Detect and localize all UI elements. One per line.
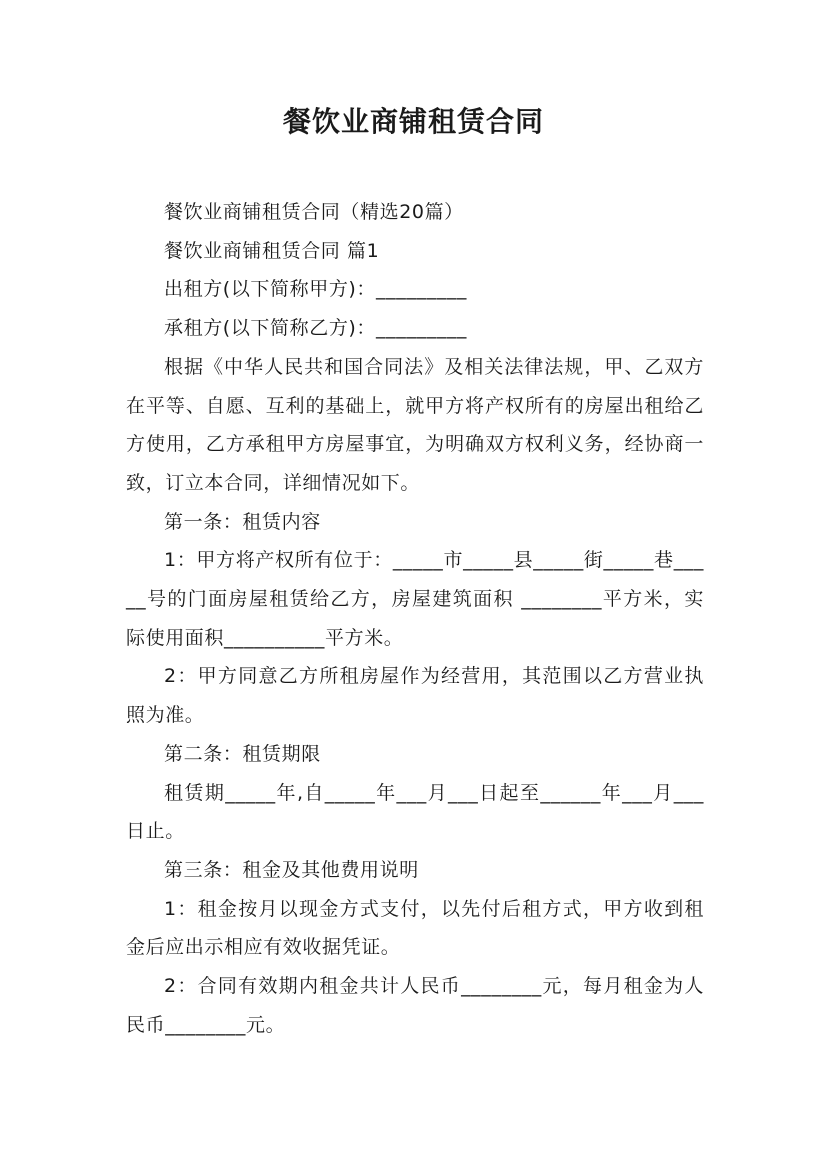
paragraph-lessor: 出租方(以下简称甲方)：_________ xyxy=(164,278,467,301)
paragraph-article-2-term: 租赁期_____年,自_____年___月___日起至______年___月___日止。 xyxy=(126,781,704,843)
paragraph-article-3-item-1: 1：租金按月以现金方式支付，以先付后租方式，甲方收到租金后应出示相应有效收据凭证。 xyxy=(126,897,704,959)
paragraph-article-1-item-2: 2：甲方同意乙方所租房屋作为经营用，其范围以乙方营业执照为准。 xyxy=(126,665,704,727)
document-body xyxy=(126,193,704,1044)
document-title: 餐饮业商铺租赁合同 xyxy=(282,105,544,138)
paragraph-article-3-item-2: 2：合同有效期内租金共计人民币________元，每月租金为人民币________元。 xyxy=(126,975,704,1036)
paragraph-article-1-item-1: 1：甲方将产权所有位于：_____市_____县_____街_____巷_____号的门面房屋租赁给乙方，房屋建筑面积 ________平方米，实际使用面积__________平方米。 xyxy=(126,549,704,649)
paragraph-lessee: 承租方(以下简称乙方)：_________ xyxy=(164,317,467,340)
paragraph-preamble: 根据《中华人民共和国合同法》及相关法律法规，甲、乙双方在平等、自愿、互利的基础上，就甲方将产权所有的房屋出租给乙方使用，乙方承租甲方房屋事宜，为明确双方权利义务，经协商一致，订立本合同，详细情况如下。 xyxy=(126,355,704,494)
paragraph-article-3-heading: 第三条：租金及其他费用说明 xyxy=(164,858,419,881)
paragraph-subtitle: 餐饮业商铺租赁合同（精选20篇） xyxy=(164,201,464,223)
paragraph-article-1-heading: 第一条：租赁内容 xyxy=(164,510,321,533)
paragraph-section-heading: 餐饮业商铺租赁合同 篇1 xyxy=(164,239,380,262)
paragraph-article-2-heading: 第二条：租赁期限 xyxy=(164,742,321,765)
